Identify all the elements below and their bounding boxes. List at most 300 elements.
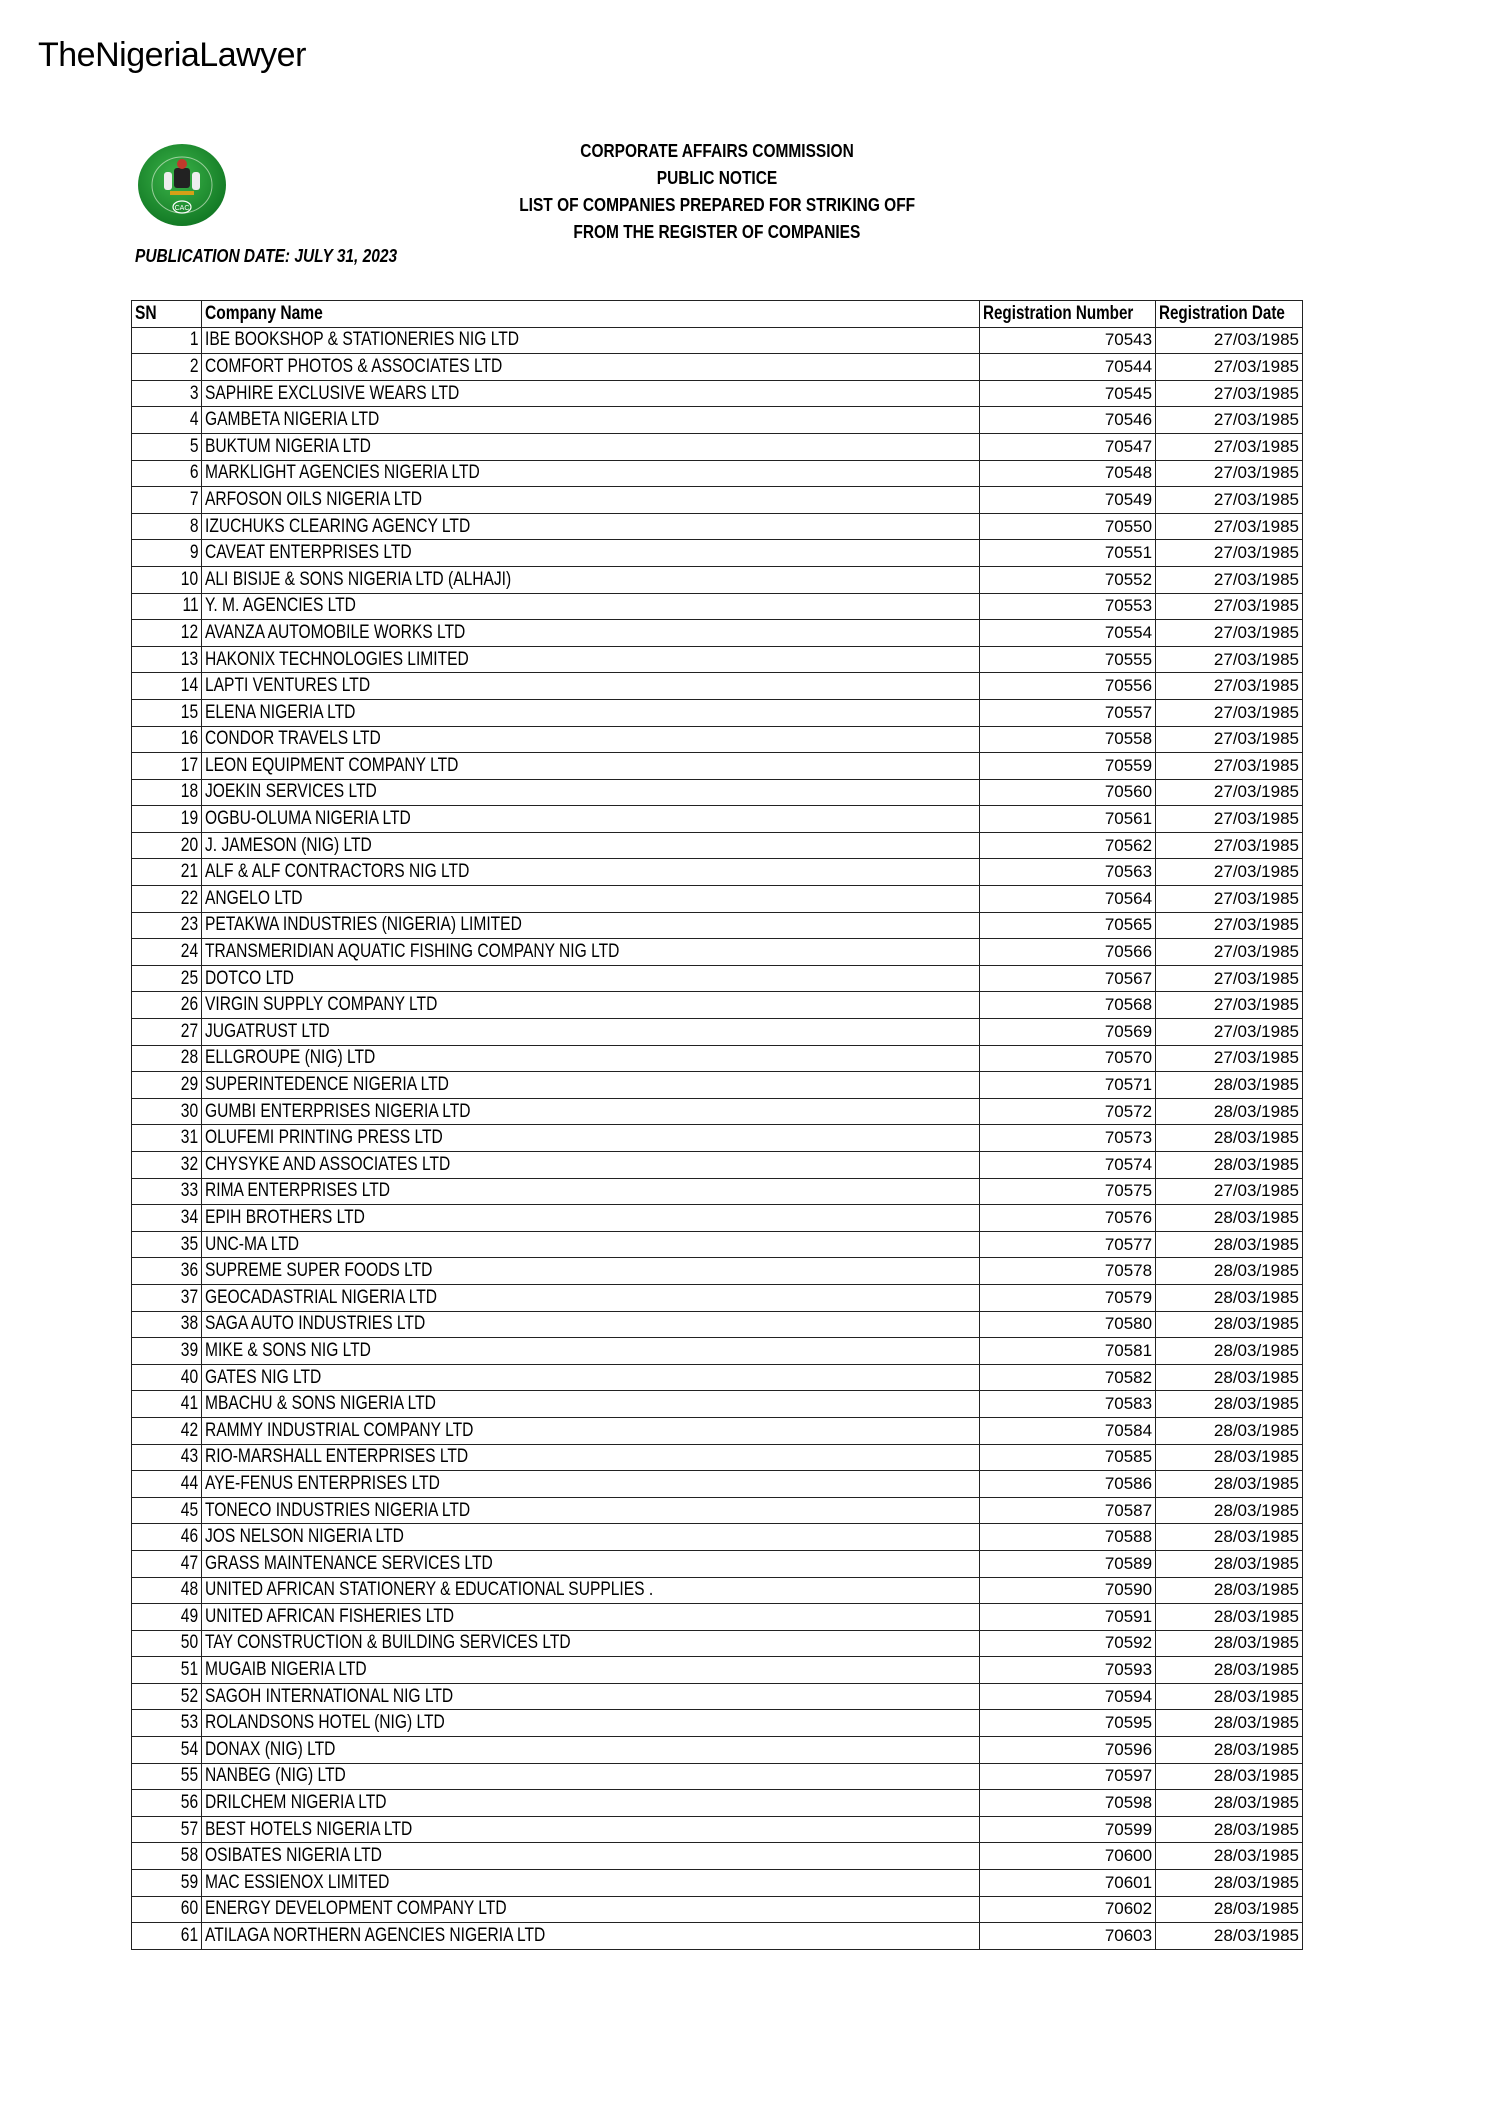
company-name-cell: BEST HOTELS NIGERIA LTD [202,1816,979,1843]
registration-number-cell: 70563 [979,859,1155,886]
table-row [132,1072,1303,1099]
table-row [132,859,1303,886]
table-row [132,1550,1303,1577]
table-row [132,699,1303,726]
sn-cell: 42 [132,1417,202,1444]
registration-number-cell: 70571 [979,1072,1155,1099]
sn-cell: 44 [132,1471,202,1498]
sn-cell: 15 [132,699,202,726]
registration-date-cell: 28/03/1985 [1156,1471,1303,1498]
company-name-cell: UNITED AFRICAN FISHERIES LTD [202,1604,979,1631]
company-name-cell: OLUFEMI PRINTING PRESS LTD [202,1125,979,1152]
registration-date-cell: 27/03/1985 [1156,327,1303,354]
header-line-2: PUBLIC NOTICE [656,168,778,188]
company-name-cell: ARFOSON OILS NIGERIA LTD [202,487,979,514]
registration-date-cell: 27/03/1985 [1156,620,1303,647]
sn-cell: 9 [132,540,202,567]
table-row [132,513,1303,540]
sn-cell: 24 [132,939,202,966]
sn-cell: 29 [132,1072,202,1099]
registration-number-cell: 70581 [979,1338,1155,1365]
company-name-cell: CONDOR TRAVELS LTD [202,726,979,753]
sn-cell: 21 [132,859,202,886]
sn-cell: 31 [132,1125,202,1152]
table-row [132,620,1303,647]
table-row [132,1630,1303,1657]
column-header-registration-date: Registration Date [1156,301,1303,328]
company-name-cell: Y. M. AGENCIES LTD [202,593,979,620]
sn-cell: 5 [132,433,202,460]
registration-number-cell: 70556 [979,673,1155,700]
registration-number-cell: 70577 [979,1231,1155,1258]
company-name-cell: PETAKWA INDUSTRIES (NIGERIA) LIMITED [202,912,979,939]
registration-number-cell: 70551 [979,540,1155,567]
registration-number-cell: 70566 [979,939,1155,966]
table-row [132,1338,1303,1365]
registration-date-cell: 27/03/1985 [1156,566,1303,593]
registration-number-cell: 70573 [979,1125,1155,1152]
registration-number-cell: 70569 [979,1019,1155,1046]
company-name-cell: EPIH BROTHERS LTD [202,1205,979,1232]
table-row [132,646,1303,673]
sn-cell: 40 [132,1364,202,1391]
registration-date-cell: 27/03/1985 [1156,726,1303,753]
sn-cell: 3 [132,380,202,407]
registration-date-cell: 28/03/1985 [1156,1391,1303,1418]
registration-date-cell: 28/03/1985 [1156,1896,1303,1923]
sn-cell: 36 [132,1258,202,1285]
company-name-cell: GEOCADASTRIAL NIGERIA LTD [202,1284,979,1311]
company-name-cell: ELENA NIGERIA LTD [202,699,979,726]
header-line-3: LIST OF COMPANIES PREPARED FOR STRIKING OFF [519,195,915,215]
sn-cell: 27 [132,1019,202,1046]
company-name-cell: DRILCHEM NIGERIA LTD [202,1790,979,1817]
registration-number-cell: 70561 [979,806,1155,833]
registration-number-cell: 70564 [979,886,1155,913]
registration-date-cell: 28/03/1985 [1156,1604,1303,1631]
company-name-cell: SUPERINTEDENCE NIGERIA LTD [202,1072,979,1099]
company-name-cell: IBE BOOKSHOP & STATIONERIES NIG LTD [202,327,979,354]
registration-date-cell: 28/03/1985 [1156,1870,1303,1897]
registration-date-cell: 28/03/1985 [1156,1152,1303,1179]
company-name-cell: OGBU-OLUMA NIGERIA LTD [202,806,979,833]
registration-date-cell: 28/03/1985 [1156,1816,1303,1843]
table-row [132,1737,1303,1764]
table-row [132,1152,1303,1179]
sn-cell: 32 [132,1152,202,1179]
company-name-cell: IZUCHUKS CLEARING AGENCY LTD [202,513,979,540]
registration-date-cell: 27/03/1985 [1156,513,1303,540]
registration-date-cell: 27/03/1985 [1156,753,1303,780]
table-row [132,673,1303,700]
company-name-cell: RIO-MARSHALL ENTERPRISES LTD [202,1444,979,1471]
company-name-cell: GRASS MAINTENANCE SERVICES LTD [202,1550,979,1577]
registration-number-cell: 70568 [979,992,1155,1019]
registration-date-cell: 28/03/1985 [1156,1231,1303,1258]
registration-number-cell: 70547 [979,433,1155,460]
registration-number-cell: 70584 [979,1417,1155,1444]
registration-date-cell: 27/03/1985 [1156,1178,1303,1205]
table-row [132,806,1303,833]
table-row [132,939,1303,966]
registration-number-cell: 70557 [979,699,1155,726]
sn-cell: 54 [132,1737,202,1764]
sn-cell: 16 [132,726,202,753]
table-row [132,1284,1303,1311]
registration-date-cell: 27/03/1985 [1156,646,1303,673]
company-name-cell: TAY CONSTRUCTION & BUILDING SERVICES LTD [202,1630,979,1657]
registration-number-cell: 70572 [979,1098,1155,1125]
registration-date-cell: 28/03/1985 [1156,1577,1303,1604]
company-name-cell: SAGOH INTERNATIONAL NIG LTD [202,1683,979,1710]
table-row [132,1710,1303,1737]
registration-number-cell: 70559 [979,753,1155,780]
registration-number-cell: 70560 [979,779,1155,806]
table-row [132,753,1303,780]
registration-date-cell: 27/03/1985 [1156,939,1303,966]
sn-cell: 52 [132,1683,202,1710]
company-name-cell: ATILAGA NORTHERN AGENCIES NIGERIA LTD [202,1923,979,1950]
sn-cell: 61 [132,1923,202,1950]
sn-cell: 28 [132,1045,202,1072]
company-name-cell: BUKTUM NIGERIA LTD [202,433,979,460]
registration-date-cell: 28/03/1985 [1156,1763,1303,1790]
company-name-cell: HAKONIX TECHNOLOGIES LIMITED [202,646,979,673]
sn-cell: 1 [132,327,202,354]
registration-number-cell: 70591 [979,1604,1155,1631]
company-name-cell: SUPREME SUPER FOODS LTD [202,1258,979,1285]
table-row [132,965,1303,992]
company-name-cell: JOEKIN SERVICES LTD [202,779,979,806]
registration-date-cell: 28/03/1985 [1156,1444,1303,1471]
registration-number-cell: 70590 [979,1577,1155,1604]
column-header-company-name: Company Name [202,301,979,328]
companies-table [131,300,1303,1950]
registration-date-cell: 28/03/1985 [1156,1524,1303,1551]
registration-number-cell: 70592 [979,1630,1155,1657]
svg-text:CAC: CAC [174,205,190,212]
registration-date-cell: 28/03/1985 [1156,1205,1303,1232]
registration-number-cell: 70578 [979,1258,1155,1285]
sn-cell: 57 [132,1816,202,1843]
table-row [132,593,1303,620]
registration-number-cell: 70583 [979,1391,1155,1418]
registration-date-cell: 28/03/1985 [1156,1258,1303,1285]
sn-cell: 18 [132,779,202,806]
company-name-cell: AYE-FENUS ENTERPRISES LTD [202,1471,979,1498]
company-name-cell: CHYSYKE AND ASSOCIATES LTD [202,1152,979,1179]
registration-date-cell: 28/03/1985 [1156,1311,1303,1338]
table-row [132,992,1303,1019]
table-row [132,1896,1303,1923]
sn-cell: 26 [132,992,202,1019]
sn-cell: 34 [132,1205,202,1232]
sn-cell: 43 [132,1444,202,1471]
company-name-cell: MAC ESSIENOX LIMITED [202,1870,979,1897]
table-row [132,1790,1303,1817]
sn-cell: 46 [132,1524,202,1551]
sn-cell: 56 [132,1790,202,1817]
company-name-cell: CAVEAT ENTERPRISES LTD [202,540,979,567]
registration-number-cell: 70603 [979,1923,1155,1950]
publication-date: PUBLICATION DATE: JULY 31, 2023 [135,246,398,266]
table-row [132,433,1303,460]
table-row [132,487,1303,514]
table-row [132,1311,1303,1338]
registration-number-cell: 70594 [979,1683,1155,1710]
company-name-cell: GUMBI ENTERPRISES NIGERIA LTD [202,1098,979,1125]
table-row [132,1258,1303,1285]
registration-number-cell: 70545 [979,380,1155,407]
registration-date-cell: 27/03/1985 [1156,540,1303,567]
sn-cell: 11 [132,593,202,620]
company-name-cell: NANBEG (NIG) LTD [202,1763,979,1790]
company-name-cell: SAPHIRE EXCLUSIVE WEARS LTD [202,380,979,407]
registration-date-cell: 27/03/1985 [1156,806,1303,833]
table-header-row [132,301,1303,328]
table-row [132,1231,1303,1258]
company-name-cell: ENERGY DEVELOPMENT COMPANY LTD [202,1896,979,1923]
registration-number-cell: 70552 [979,566,1155,593]
table-row [132,1125,1303,1152]
table-row [132,1444,1303,1471]
registration-date-cell: 27/03/1985 [1156,1045,1303,1072]
registration-number-cell: 70550 [979,513,1155,540]
registration-number-cell: 70576 [979,1205,1155,1232]
registration-date-cell: 28/03/1985 [1156,1098,1303,1125]
table-row [132,380,1303,407]
company-name-cell: MARKLIGHT AGENCIES NIGERIA LTD [202,460,979,487]
company-name-cell: MIKE & SONS NIG LTD [202,1338,979,1365]
registration-number-cell: 70543 [979,327,1155,354]
registration-number-cell: 70567 [979,965,1155,992]
company-name-cell: J. JAMESON (NIG) LTD [202,832,979,859]
company-name-cell: TRANSMERIDIAN AQUATIC FISHING COMPANY NIG LTD [202,939,979,966]
watermark-brand: TheNigeriaLawyer [38,36,306,74]
registration-date-cell: 28/03/1985 [1156,1790,1303,1817]
sn-cell: 55 [132,1763,202,1790]
sn-cell: 30 [132,1098,202,1125]
table-row [132,1923,1303,1950]
registration-number-cell: 70600 [979,1843,1155,1870]
registration-date-cell: 27/03/1985 [1156,992,1303,1019]
registration-date-cell: 28/03/1985 [1156,1683,1303,1710]
registration-date-cell: 28/03/1985 [1156,1923,1303,1950]
sn-cell: 14 [132,673,202,700]
table-row [132,1843,1303,1870]
sn-cell: 13 [132,646,202,673]
company-name-cell: JOS NELSON NIGERIA LTD [202,1524,979,1551]
registration-number-cell: 70602 [979,1896,1155,1923]
column-header-sn: SN [132,301,202,328]
registration-date-cell: 27/03/1985 [1156,1019,1303,1046]
registration-number-cell: 70589 [979,1550,1155,1577]
header-line-1: CORPORATE AFFAIRS COMMISSION [580,141,854,161]
registration-number-cell: 70588 [979,1524,1155,1551]
table-row [132,1391,1303,1418]
table-row [132,1098,1303,1125]
company-name-cell: SAGA AUTO INDUSTRIES LTD [202,1311,979,1338]
company-name-cell: OSIBATES NIGERIA LTD [202,1843,979,1870]
sn-cell: 2 [132,354,202,381]
table-row [132,832,1303,859]
company-name-cell: GAMBETA NIGERIA LTD [202,407,979,434]
sn-cell: 25 [132,965,202,992]
registration-number-cell: 70544 [979,354,1155,381]
table-row [132,1577,1303,1604]
sn-cell: 35 [132,1231,202,1258]
company-name-cell: RIMA ENTERPRISES LTD [202,1178,979,1205]
table-row [132,726,1303,753]
registration-number-cell: 70587 [979,1497,1155,1524]
registration-date-cell: 27/03/1985 [1156,380,1303,407]
table-row [132,1471,1303,1498]
registration-number-cell: 70596 [979,1737,1155,1764]
registration-number-cell: 70554 [979,620,1155,647]
table-row [132,566,1303,593]
company-name-cell: DONAX (NIG) LTD [202,1737,979,1764]
registration-date-cell: 27/03/1985 [1156,487,1303,514]
table-row [132,327,1303,354]
registration-date-cell: 27/03/1985 [1156,965,1303,992]
company-name-cell: UNC-MA LTD [202,1231,979,1258]
registration-date-cell: 27/03/1985 [1156,460,1303,487]
table-row [132,1045,1303,1072]
registration-date-cell: 28/03/1985 [1156,1737,1303,1764]
registration-number-cell: 70558 [979,726,1155,753]
sn-cell: 45 [132,1497,202,1524]
registration-date-cell: 27/03/1985 [1156,779,1303,806]
registration-number-cell: 70585 [979,1444,1155,1471]
company-name-cell: GATES NIG LTD [202,1364,979,1391]
table-row [132,1763,1303,1790]
table-row [132,460,1303,487]
company-name-cell: RAMMY INDUSTRIAL COMPANY LTD [202,1417,979,1444]
table-row [132,912,1303,939]
sn-cell: 19 [132,806,202,833]
sn-cell: 59 [132,1870,202,1897]
sn-cell: 37 [132,1284,202,1311]
company-name-cell: TONECO INDUSTRIES NIGERIA LTD [202,1497,979,1524]
registration-date-cell: 28/03/1985 [1156,1364,1303,1391]
column-header-registration-number: Registration Number [979,301,1155,328]
company-name-cell: MBACHU & SONS NIGERIA LTD [202,1391,979,1418]
company-name-cell: COMFORT PHOTOS & ASSOCIATES LTD [202,354,979,381]
company-name-cell: ROLANDSONS HOTEL (NIG) LTD [202,1710,979,1737]
registration-date-cell: 27/03/1985 [1156,673,1303,700]
registration-date-cell: 27/03/1985 [1156,407,1303,434]
sn-cell: 10 [132,566,202,593]
registration-number-cell: 70546 [979,407,1155,434]
registration-date-cell: 28/03/1985 [1156,1550,1303,1577]
sn-cell: 60 [132,1896,202,1923]
header-line-4: FROM THE REGISTER OF COMPANIES [573,222,861,242]
registration-date-cell: 27/03/1985 [1156,886,1303,913]
registration-number-cell: 70549 [979,487,1155,514]
registration-number-cell: 70595 [979,1710,1155,1737]
table-row [132,1497,1303,1524]
sn-cell: 17 [132,753,202,780]
notice-header [417,138,1017,246]
table-row [132,1524,1303,1551]
cac-logo [134,142,230,228]
sn-cell: 20 [132,832,202,859]
table-row [132,1683,1303,1710]
company-name-cell: ANGELO LTD [202,886,979,913]
registration-number-cell: 70580 [979,1311,1155,1338]
registration-number-cell: 70593 [979,1657,1155,1684]
sn-cell: 7 [132,487,202,514]
registration-number-cell: 70574 [979,1152,1155,1179]
table-row [132,1019,1303,1046]
table-row [132,1870,1303,1897]
registration-date-cell: 27/03/1985 [1156,354,1303,381]
company-name-cell: LAPTI VENTURES LTD [202,673,979,700]
sn-cell: 6 [132,460,202,487]
registration-number-cell: 70586 [979,1471,1155,1498]
registration-number-cell: 70575 [979,1178,1155,1205]
company-name-cell: AVANZA AUTOMOBILE WORKS LTD [202,620,979,647]
sn-cell: 53 [132,1710,202,1737]
sn-cell: 23 [132,912,202,939]
registration-number-cell: 70582 [979,1364,1155,1391]
registration-number-cell: 70599 [979,1816,1155,1843]
sn-cell: 50 [132,1630,202,1657]
registration-date-cell: 28/03/1985 [1156,1497,1303,1524]
company-name-cell: ALF & ALF CONTRACTORS NIG LTD [202,859,979,886]
registration-number-cell: 70562 [979,832,1155,859]
company-name-cell: VIRGIN SUPPLY COMPANY LTD [202,992,979,1019]
registration-date-cell: 28/03/1985 [1156,1710,1303,1737]
registration-date-cell: 28/03/1985 [1156,1125,1303,1152]
registration-number-cell: 70555 [979,646,1155,673]
registration-date-cell: 28/03/1985 [1156,1338,1303,1365]
company-name-cell: ELLGROUPE (NIG) LTD [202,1045,979,1072]
table-row [132,1178,1303,1205]
registration-date-cell: 28/03/1985 [1156,1284,1303,1311]
registration-date-cell: 27/03/1985 [1156,912,1303,939]
table-row [132,354,1303,381]
sn-cell: 39 [132,1338,202,1365]
registration-number-cell: 70598 [979,1790,1155,1817]
registration-date-cell: 27/03/1985 [1156,832,1303,859]
company-name-cell: UNITED AFRICAN STATIONERY & EDUCATIONAL SUPPLIES . [202,1577,979,1604]
table-row [132,407,1303,434]
table-row [132,540,1303,567]
registration-date-cell: 27/03/1985 [1156,699,1303,726]
registration-date-cell: 27/03/1985 [1156,859,1303,886]
table-row [132,886,1303,913]
table-row [132,1816,1303,1843]
table-row [132,1364,1303,1391]
sn-cell: 58 [132,1843,202,1870]
registration-date-cell: 28/03/1985 [1156,1072,1303,1099]
registration-number-cell: 70601 [979,1870,1155,1897]
registration-date-cell: 27/03/1985 [1156,593,1303,620]
sn-cell: 8 [132,513,202,540]
registration-number-cell: 70553 [979,593,1155,620]
company-name-cell: DOTCO LTD [202,965,979,992]
sn-cell: 33 [132,1178,202,1205]
sn-cell: 4 [132,407,202,434]
table-row [132,1205,1303,1232]
sn-cell: 12 [132,620,202,647]
company-name-cell: ALI BISIJE & SONS NIGERIA LTD (ALHAJI) [202,566,979,593]
sn-cell: 49 [132,1604,202,1631]
registration-date-cell: 28/03/1985 [1156,1657,1303,1684]
registration-number-cell: 70579 [979,1284,1155,1311]
registration-date-cell: 27/03/1985 [1156,433,1303,460]
